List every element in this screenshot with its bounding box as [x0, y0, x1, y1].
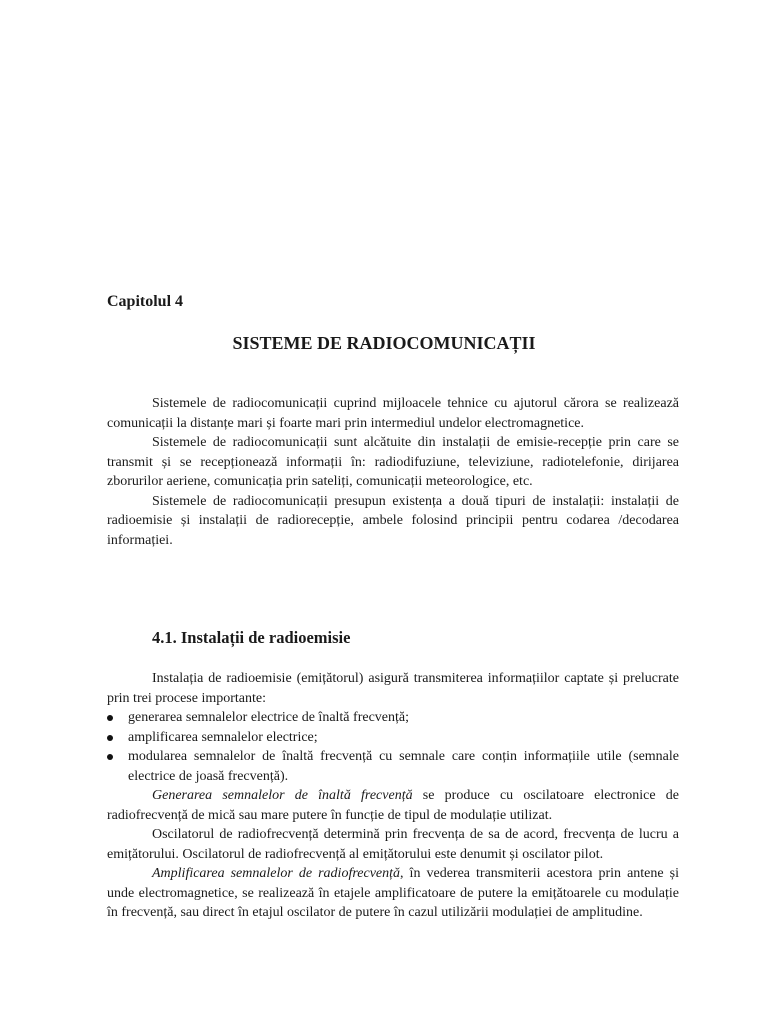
intro-text	[107, 394, 679, 550]
amplification-emphasis: Amplificarea semnalelor de radiofrecvență	[152, 866, 401, 881]
intro-paragraph: Sistemele de radiocomunicații sunt alcătuite din instalații de emisie-recepție prin care se transmit și se recepționează informații în: radiodifuziune, televiziune, radiotelefonie, dirijarea zborurilor aeriene, comunicația prin sateliți, comunicații meteorologice, etc.	[107, 435, 679, 489]
list-item-text: modularea semnalelor de înaltă frecvență cu semnale care conțin informațiile utile (semnale electrice de joasă frecvență).	[128, 749, 679, 784]
chapter-title: SISTEME DE RADIOCOMUNICAȚII	[232, 333, 536, 353]
list-item-text: generarea semnalelor electrice de înaltă frecvență;	[128, 710, 409, 725]
generation-paragraph	[107, 786, 679, 825]
list-item	[107, 728, 679, 748]
process-list	[107, 708, 679, 786]
section-body	[107, 669, 679, 923]
generation-emphasis: Generarea semnalelor de înaltă frecvență	[152, 788, 413, 803]
amplification-text: , în vederea transmiterii acestora prin antene și unde electromagnetice, se realizează în etajele amplificatoare de putere la emițătoarele cu modulație în frecvență, sau direct în etajul oscilator de putere în cazul utilizării modulației de amplitudine.	[107, 866, 679, 920]
list-item-text: amplificarea semnalelor electrice;	[128, 729, 318, 745]
intro-paragraph: Sistemele de radiocomunicații cuprind mijloacele tehnice cu ajutorul cărora se realizează comunicații la distanțe mari și foarte mari prin intermediul undelor electromagnetice.	[107, 396, 679, 431]
intro-paragraph: Sistemele de radiocomunicații presupun existența a două tipuri de instalații: instalații de radioemisie și instalații de radiorecepție, ambele folosind principii pentru codarea /decodarea informației.	[107, 493, 679, 548]
chapter-label: Capitolul 4	[107, 293, 184, 310]
amplification-paragraph	[107, 864, 679, 923]
generation-text: se produce cu oscilatoare electronice de radiofrecvență de mică sau mare putere în funcție de tipul de modulație utilizat.	[107, 788, 679, 823]
section-title: 4.1. Instalații de radioemisie	[152, 628, 351, 647]
bullet-icon	[107, 754, 113, 760]
list-item	[107, 708, 679, 728]
list-item	[107, 747, 679, 786]
bullet-icon	[107, 735, 113, 741]
section-lead-paragraph: Instalația de radioemisie (emițătorul) asigură transmiterea informațiilor captate și prelucrate prin trei procese importante:	[107, 671, 679, 706]
oscillator-paragraph: Oscilatorul de radiofrecvență determină prin frecvența de sa de acord, frecvența de lucru a emițătorului. Oscilatorul de radiofrecvență al emițătorului este denumit și oscilator pilot.	[107, 827, 679, 862]
bullet-icon	[107, 715, 113, 721]
